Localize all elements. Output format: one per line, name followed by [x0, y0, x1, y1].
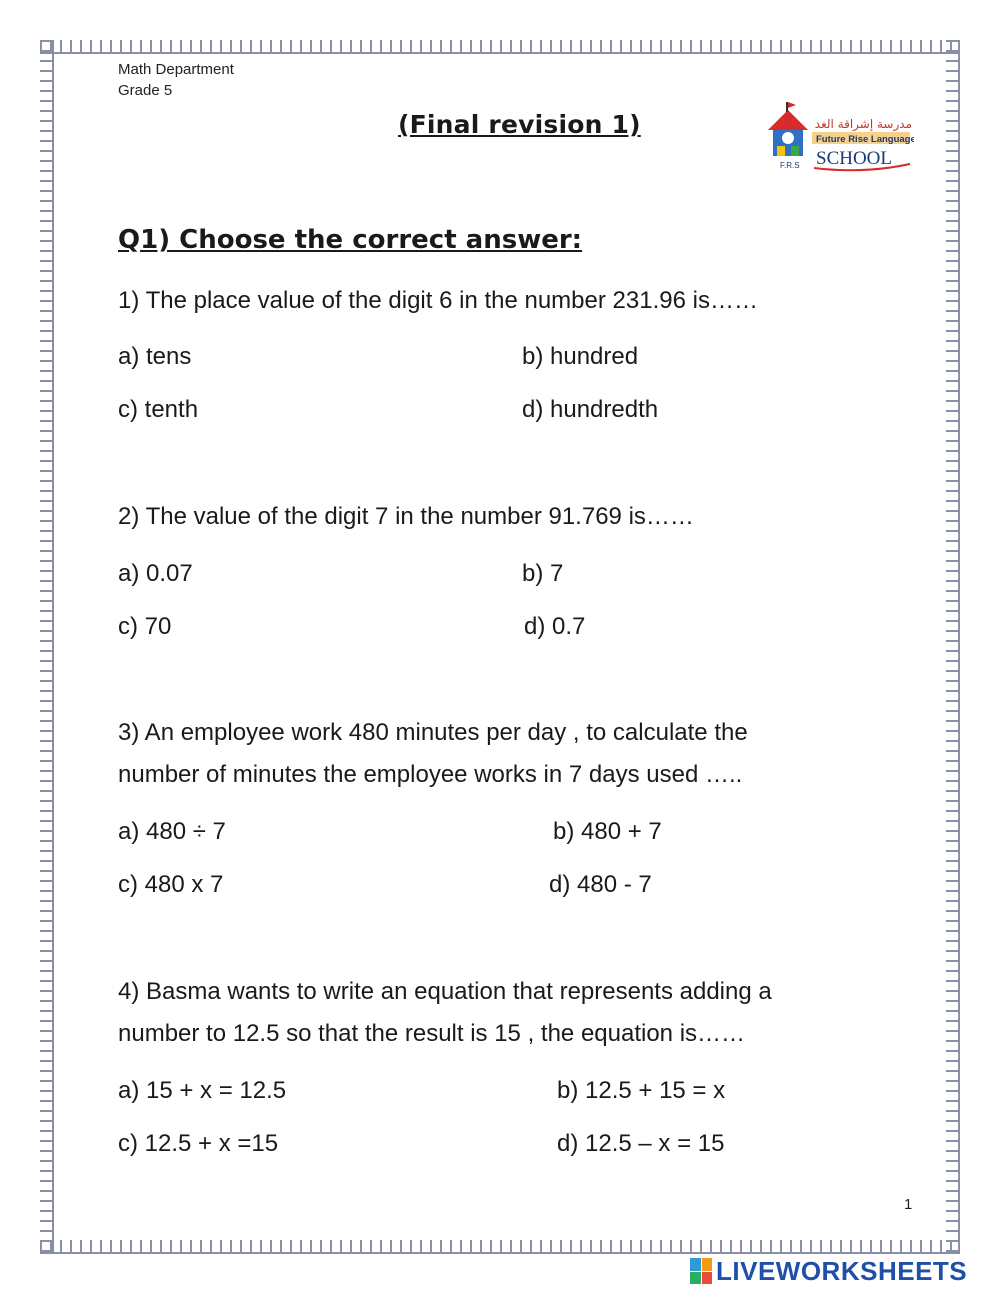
- question-1-option-a[interactable]: a) tens: [118, 343, 192, 370]
- school-house-logo-icon: [764, 100, 914, 174]
- question-2-option-a[interactable]: a) 0.07: [118, 560, 193, 587]
- watermark-text: LIVEWORKSHEETS: [716, 1255, 968, 1286]
- question-2-text: 2) The value of the digit 7 in the number 91.769 is……: [118, 503, 694, 530]
- question-2-option-c[interactable]: c) 70: [118, 613, 172, 640]
- liveworksheets-watermark: [690, 1256, 967, 1286]
- logo-arabic-text: مدرسة إشراقة الغد: [814, 117, 912, 131]
- question-3-option-b[interactable]: b) 480 + 7: [553, 818, 662, 845]
- question-1-text: 1) The place value of the digit 6 in the number 231.96 is……: [118, 287, 758, 314]
- logo-letters: F.R.S: [780, 161, 800, 170]
- question-1-option-d[interactable]: d) hundredth: [522, 396, 659, 423]
- department-label: Math Department: [118, 61, 234, 78]
- question-2-option-b[interactable]: b) 7: [522, 560, 564, 587]
- section-title: Q1) Choose the correct answer:: [118, 225, 583, 255]
- liveworksheets-logo-icon: [690, 1258, 712, 1284]
- question-1-option-c[interactable]: c) tenth: [118, 396, 199, 423]
- question-4-option-b[interactable]: b) 12.5 + 15 = x: [557, 1077, 726, 1104]
- page-border-bottom: [40, 1240, 960, 1254]
- page-border-left: [40, 40, 54, 1254]
- question-1-option-b[interactable]: b) hundred: [522, 343, 639, 370]
- question-2-option-d[interactable]: d) 0.7: [524, 613, 586, 640]
- school-logo: [764, 100, 914, 174]
- question-3-option-c[interactable]: c) 480 x 7: [118, 871, 224, 898]
- page-border-top: [40, 40, 960, 54]
- question-3-option-a[interactable]: a) 480 ÷ 7: [118, 818, 226, 845]
- question-3-option-d[interactable]: d) 480 - 7: [549, 871, 652, 898]
- page-border-right: [946, 40, 960, 1254]
- question-3-text-line-1: 3) An employee work 480 minutes per day , to calculate the: [118, 719, 748, 746]
- page-title: (Final revision 1): [398, 110, 641, 139]
- question-4-option-d[interactable]: d) 12.5 – x = 15: [557, 1130, 725, 1157]
- page-number: 1: [904, 1196, 913, 1213]
- logo-english-text: Future Rise Language: [816, 134, 914, 145]
- question-4-text-line-2: number to 12.5 so that the result is 15 , the equation is……: [118, 1020, 746, 1047]
- question-3-text-line-2: number of minutes the employee works in 7 days used …..: [118, 761, 743, 788]
- question-4-text-line-1: 4) Basma wants to write an equation that represents adding a: [118, 978, 772, 1005]
- grade-label: Grade 5: [118, 82, 173, 99]
- logo-school-text: SCHOOL: [816, 148, 893, 169]
- question-4-option-c[interactable]: c) 12.5 + x =15: [118, 1130, 279, 1157]
- question-4-option-a[interactable]: a) 15 + x = 12.5: [118, 1077, 287, 1104]
